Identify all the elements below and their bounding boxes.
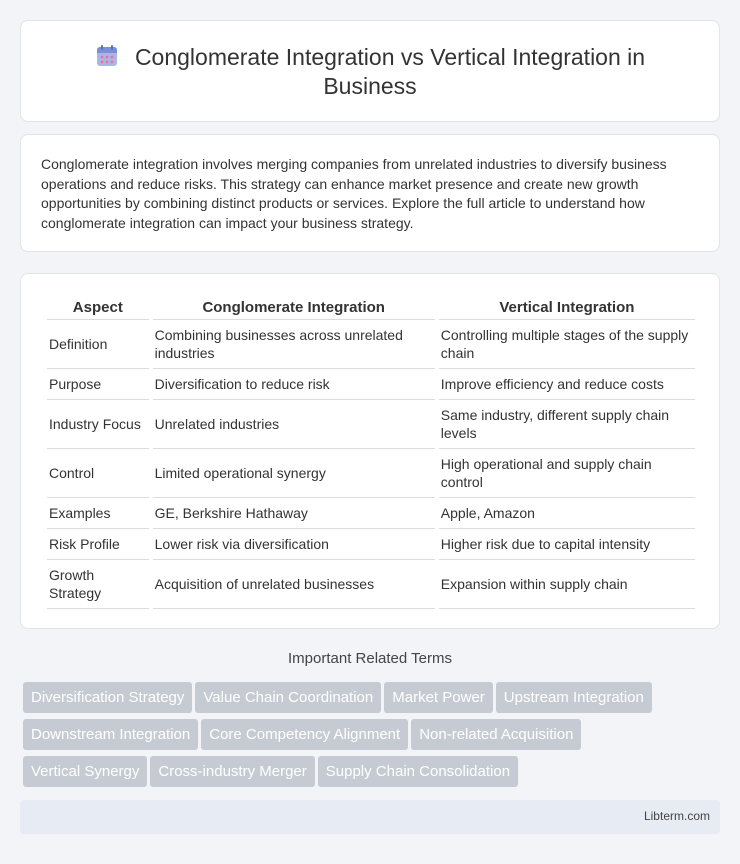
row-conglomerate: Diversification to reduce risk (153, 369, 435, 400)
table-row (47, 400, 695, 449)
row-conglomerate: Limited operational synergy (153, 449, 435, 498)
related-terms-title: Important Related Terms (288, 650, 452, 667)
intro-card (20, 134, 720, 252)
comparison-table (43, 296, 699, 609)
page-title: Conglomerate Integration vs Vertical Integration in Business (134, 44, 646, 99)
row-aspect: Purpose (47, 369, 149, 400)
table-row (47, 449, 695, 498)
tag-cross-industry-merger[interactable]: Cross-industry Merger (150, 756, 314, 787)
row-conglomerate: Acquisition of unrelated businesses (153, 560, 435, 609)
row-vertical: Improve efficiency and reduce costs (439, 369, 695, 400)
tag-diversification-strategy[interactable]: Diversification Strategy (23, 682, 192, 713)
footer-site-link[interactable]: Libterm.com (643, 809, 710, 823)
header-conglomerate: Conglomerate Integration (153, 296, 435, 320)
row-conglomerate: Unrelated industries (153, 400, 435, 449)
row-vertical: Controlling multiple stages of the supply chain (439, 320, 695, 369)
row-aspect: Risk Profile (47, 529, 149, 560)
row-conglomerate: Lower risk via diversification (153, 529, 435, 560)
row-conglomerate: GE, Berkshire Hathaway (153, 498, 435, 529)
row-aspect: Growth Strategy (47, 560, 149, 609)
comparison-card (20, 273, 720, 629)
intro-text: Conglomerate integration involves merging companies from unrelated industries to diversify business operations and reduce risks. This strategy can enhance market presence and create new growth opportunities by combining distinct products or services. Explore the full article to understand how conglomerate integration can impact your business strategy. (41, 156, 667, 231)
header-vertical: Vertical Integration (439, 296, 695, 320)
footer (20, 800, 720, 834)
row-aspect: Examples (47, 498, 149, 529)
tag-market-power[interactable]: Market Power (384, 682, 493, 713)
row-conglomerate: Combining businesses across unrelated industries (153, 320, 435, 369)
row-vertical: Apple, Amazon (439, 498, 695, 529)
table-row (47, 498, 695, 529)
header-aspect: Aspect (47, 296, 149, 320)
tag-downstream-integration[interactable]: Downstream Integration (23, 719, 198, 750)
table-row (47, 529, 695, 560)
tag-non-related-acquisition[interactable]: Non-related Acquisition (411, 719, 581, 750)
row-aspect: Industry Focus (47, 400, 149, 449)
related-terms-list (23, 682, 723, 793)
calendar-icon (95, 44, 119, 68)
table-row (47, 320, 695, 369)
table-row (47, 369, 695, 400)
tag-core-competency-alignment[interactable]: Core Competency Alignment (201, 719, 408, 750)
row-aspect: Definition (47, 320, 149, 369)
tag-value-chain-coordination[interactable]: Value Chain Coordination (195, 682, 381, 713)
row-vertical: Same industry, different supply chain levels (439, 400, 695, 449)
tag-vertical-synergy[interactable]: Vertical Synergy (23, 756, 147, 787)
table-header-row (47, 296, 695, 320)
tag-supply-chain-consolidation[interactable]: Supply Chain Consolidation (318, 756, 518, 787)
page-title-wrap (21, 43, 719, 101)
row-vertical: Expansion within supply chain (439, 560, 695, 609)
title-card (20, 20, 720, 122)
table-row (47, 560, 695, 609)
row-aspect: Control (47, 449, 149, 498)
tag-upstream-integration[interactable]: Upstream Integration (496, 682, 652, 713)
row-vertical: Higher risk due to capital intensity (439, 529, 695, 560)
row-vertical: High operational and supply chain control (439, 449, 695, 498)
